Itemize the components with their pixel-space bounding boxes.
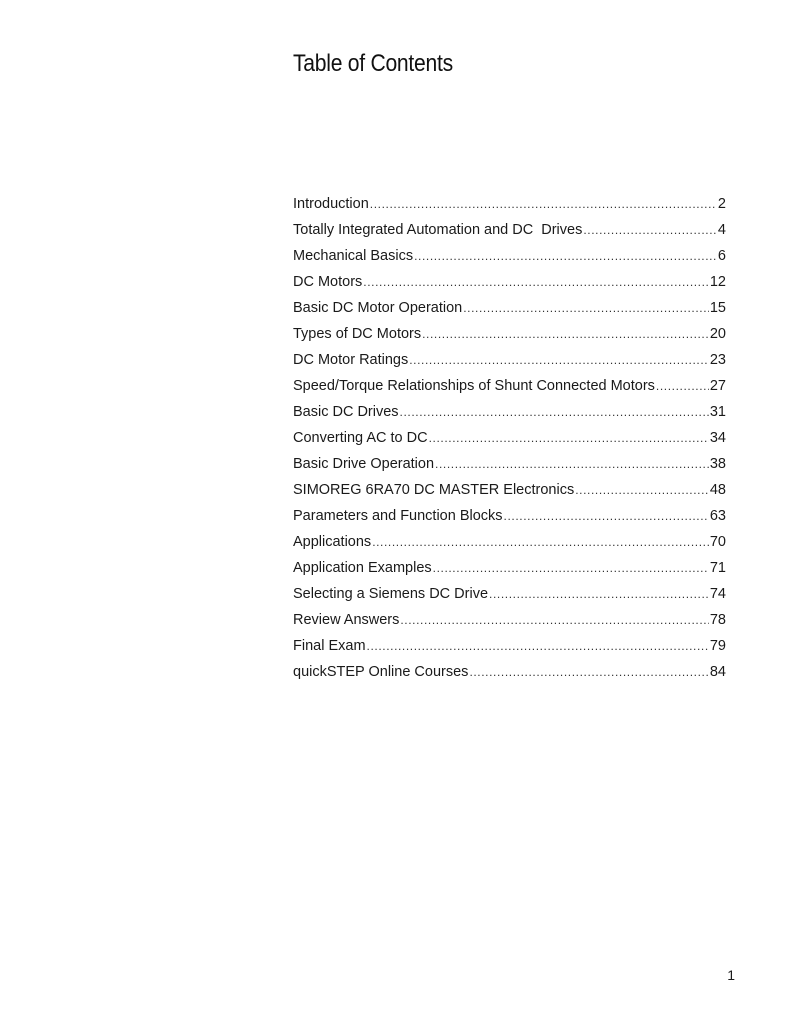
toc-dot-leader <box>429 425 709 451</box>
toc-entry-page: 70 <box>709 534 726 550</box>
toc-entry-page: 78 <box>709 612 726 628</box>
toc-entry-page: 27 <box>709 378 726 394</box>
toc-entry-label: Applications <box>293 534 372 550</box>
toc-dot-leader <box>583 217 717 243</box>
toc-entry[interactable] <box>293 477 726 503</box>
toc-entry-label: DC Motor Ratings <box>293 352 409 368</box>
toc-entry-label: Basic DC Drives <box>293 404 399 420</box>
toc-entry[interactable] <box>293 191 726 217</box>
toc-dot-leader <box>367 633 709 659</box>
toc-entry-page: 38 <box>709 456 726 472</box>
toc-entry[interactable] <box>293 399 726 425</box>
toc-entry-page: 23 <box>709 352 726 368</box>
toc-entry[interactable] <box>293 347 726 373</box>
toc-dot-leader <box>469 659 708 685</box>
toc-entry-page: 15 <box>709 300 726 316</box>
toc-dot-leader <box>435 451 709 477</box>
toc-entry-page: 12 <box>709 274 726 290</box>
toc-entry[interactable] <box>293 659 726 685</box>
toc-dot-leader <box>363 269 709 295</box>
toc-entry-label: DC Motors <box>293 274 363 290</box>
toc-entry-label: Application Examples <box>293 560 432 576</box>
toc-entry[interactable] <box>293 321 726 347</box>
toc-entry-page: 74 <box>709 586 726 602</box>
toc-entry[interactable] <box>293 425 726 451</box>
toc-entry-page: 79 <box>709 638 726 654</box>
toc-entry-label: Selecting a Siemens DC Drive <box>293 586 489 602</box>
toc-entry-page: 4 <box>717 222 726 238</box>
toc-entry-page: 20 <box>709 326 726 342</box>
toc-dot-leader <box>409 347 709 373</box>
toc-entry[interactable] <box>293 503 726 529</box>
toc-entry-page: 63 <box>709 508 726 524</box>
toc-entry-label: Introduction <box>293 196 369 212</box>
toc-dot-leader <box>400 399 709 425</box>
toc-entry[interactable] <box>293 373 726 399</box>
toc-entry-page: 2 <box>717 196 726 212</box>
toc-entry-label: Totally Integrated Automation and DC Drives <box>293 222 583 238</box>
toc-entry[interactable] <box>293 243 726 269</box>
toc-entry[interactable] <box>293 451 726 477</box>
toc-entry-label: Final Exam <box>293 638 366 654</box>
toc-entry-page: 6 <box>717 248 726 264</box>
toc-entry-label: SIMOREG 6RA70 DC MASTER Electronics <box>293 482 575 498</box>
toc-entry-label: Converting AC to DC <box>293 430 428 446</box>
toc-dot-leader <box>575 477 709 503</box>
toc-entry-page: 84 <box>709 664 726 680</box>
toc-entry-label: Mechanical Basics <box>293 248 414 264</box>
toc-entry-label: Basic Drive Operation <box>293 456 435 472</box>
toc-entry[interactable] <box>293 607 726 633</box>
toc-entry-label: Types of DC Motors <box>293 326 422 342</box>
toc-entry-label: Parameters and Function Blocks <box>293 508 503 524</box>
toc-dot-leader <box>433 555 709 581</box>
page-title: Table of Contents <box>293 50 453 77</box>
toc-entry-page: 34 <box>709 430 726 446</box>
toc-dot-leader <box>463 295 709 321</box>
toc-dot-leader <box>656 373 709 399</box>
toc-entry-page: 71 <box>709 560 726 576</box>
toc-dot-leader <box>422 321 709 347</box>
toc-entry[interactable] <box>293 269 726 295</box>
toc-entry[interactable] <box>293 581 726 607</box>
toc-entry-label: Basic DC Motor Operation <box>293 300 463 316</box>
toc-dot-leader <box>372 529 709 555</box>
toc-dot-leader <box>414 243 717 269</box>
toc-entry-label: Speed/Torque Relationships of Shunt Connected Motors <box>293 378 655 394</box>
toc-dot-leader <box>400 607 708 633</box>
toc-entry[interactable] <box>293 217 726 243</box>
toc-entry[interactable] <box>293 295 726 321</box>
table-of-contents <box>293 191 726 685</box>
toc-dot-leader <box>489 581 709 607</box>
toc-dot-leader <box>504 503 709 529</box>
page-number: 1 <box>727 967 735 983</box>
toc-entry[interactable] <box>293 529 726 555</box>
toc-entry[interactable] <box>293 633 726 659</box>
toc-entry-page: 48 <box>709 482 726 498</box>
toc-entry-label: quickSTEP Online Courses <box>293 664 469 680</box>
toc-entry[interactable] <box>293 555 726 581</box>
toc-dot-leader <box>370 191 717 217</box>
toc-entry-page: 31 <box>709 404 726 420</box>
toc-entry-label: Review Answers <box>293 612 400 628</box>
